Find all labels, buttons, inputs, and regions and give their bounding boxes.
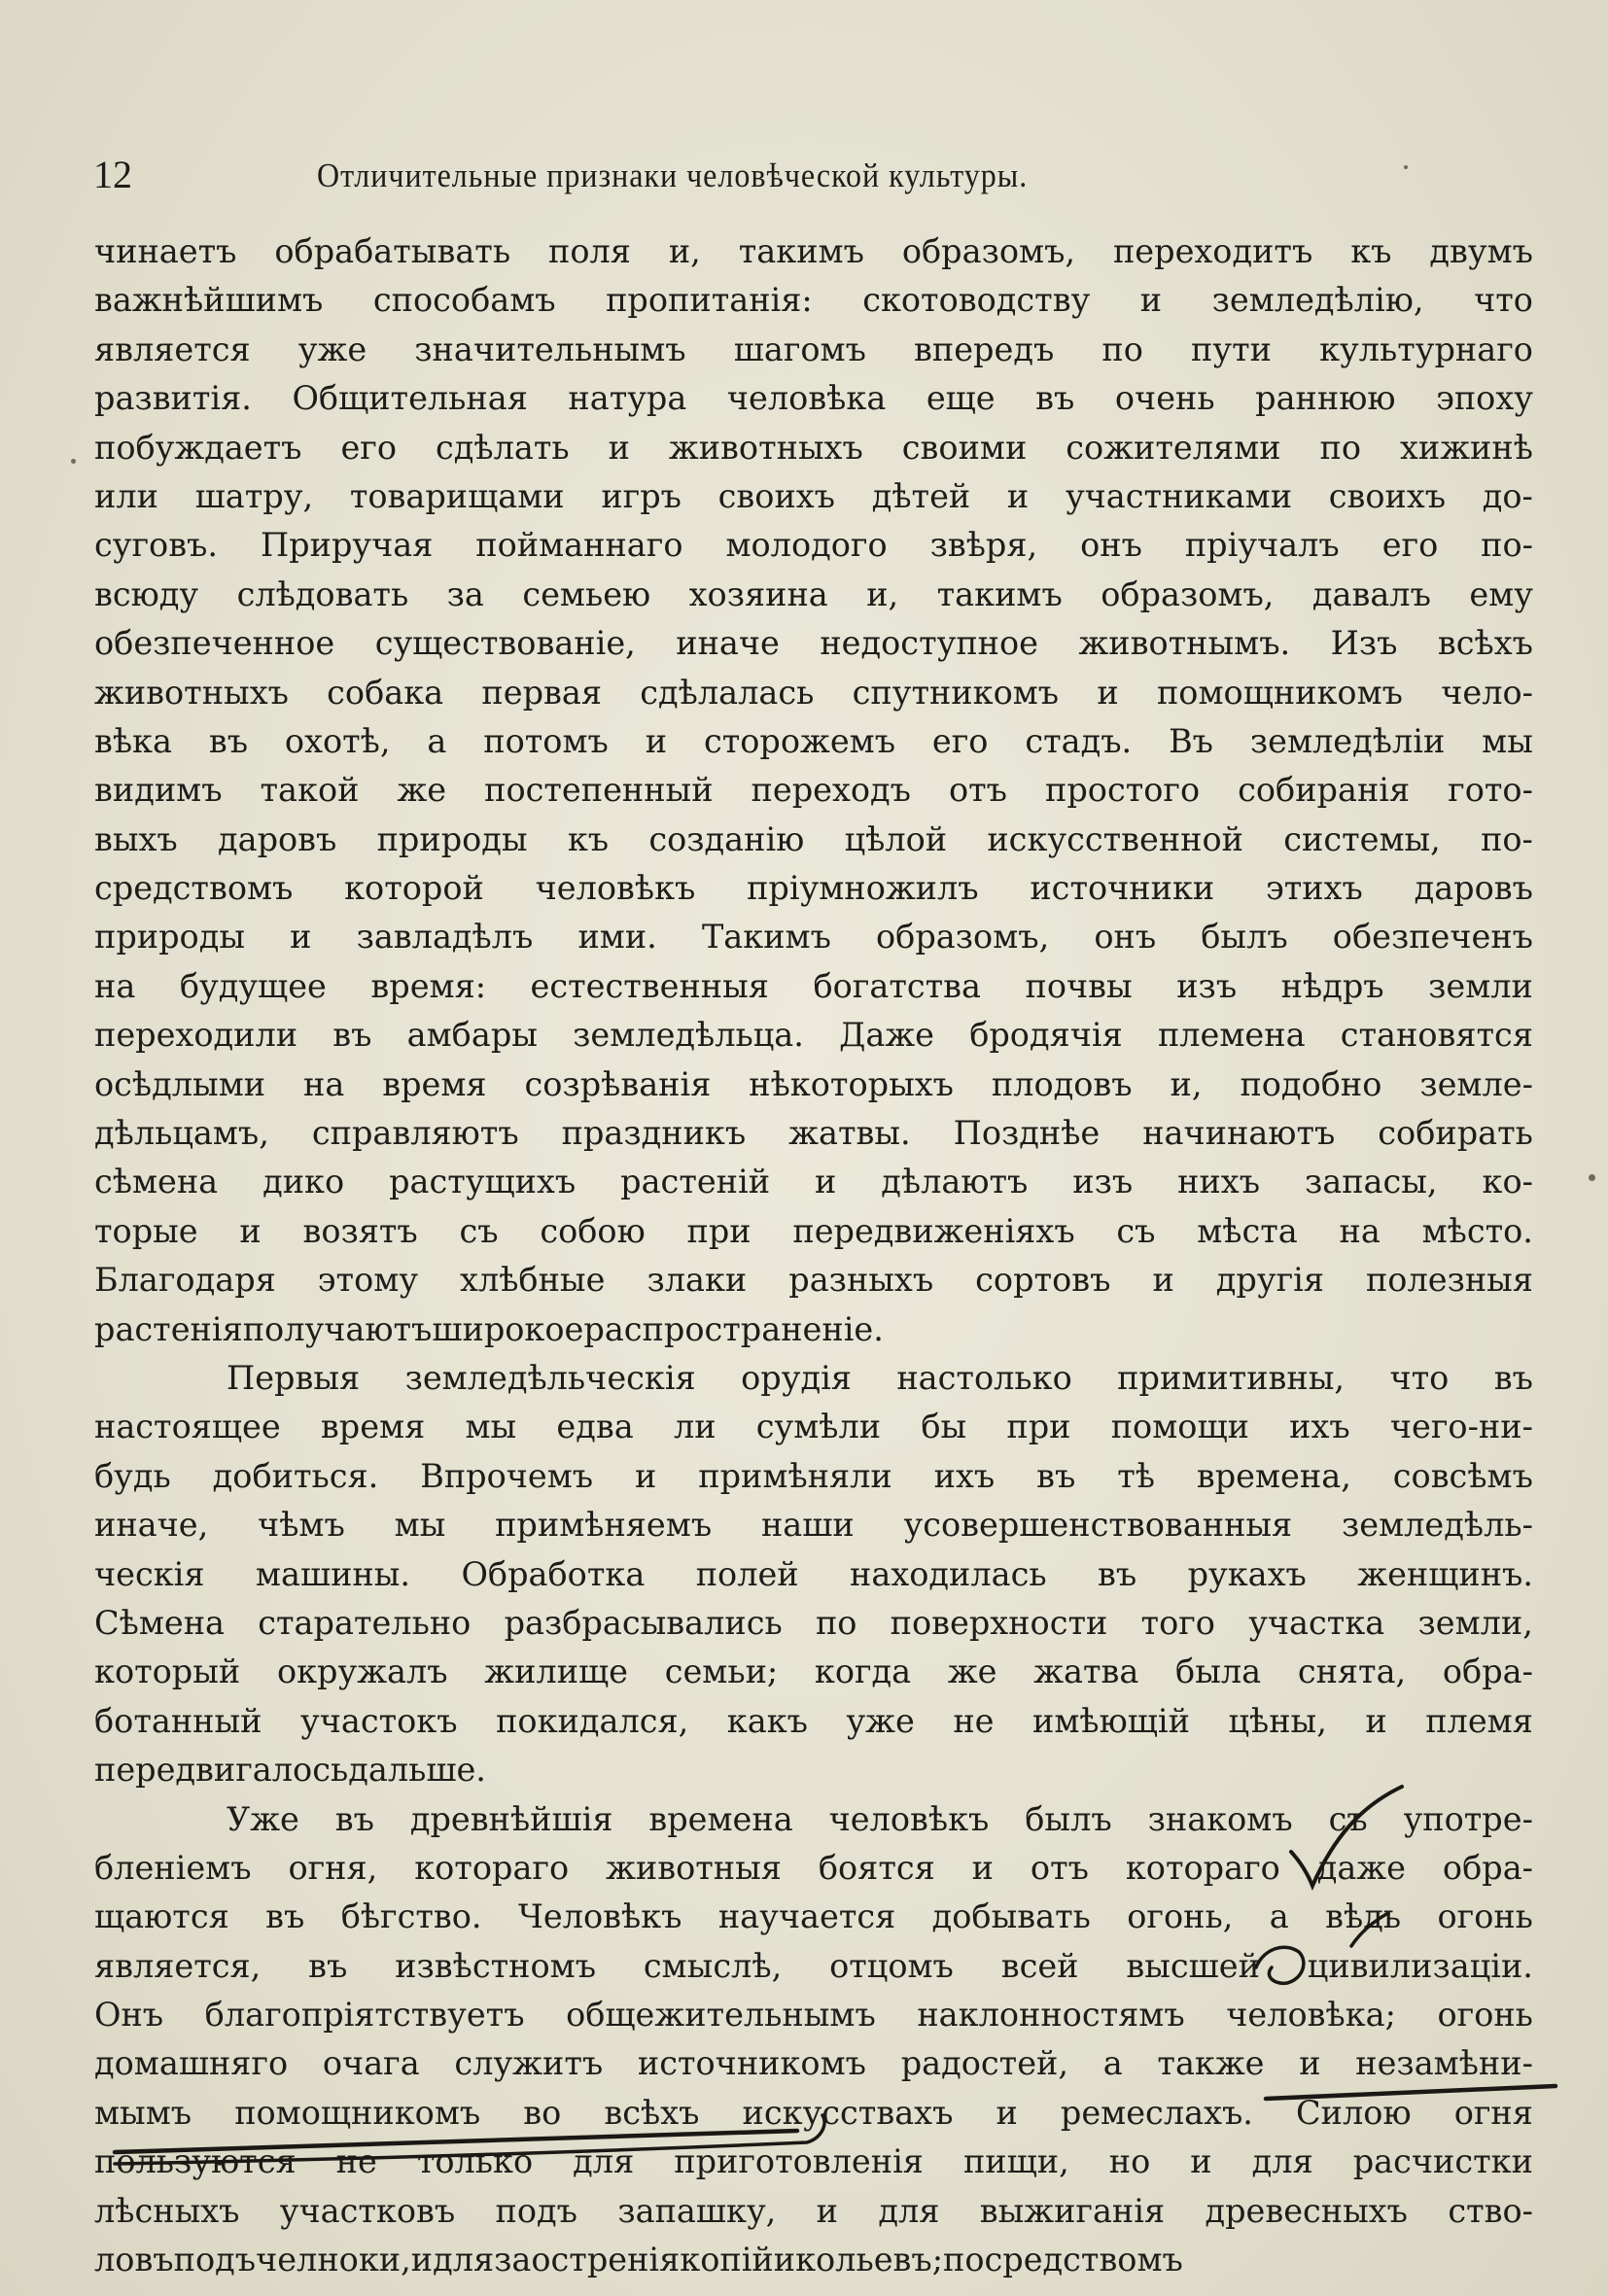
text-line: видимъ такой же постепенный переходъ отъ простого собиранія гото- — [94, 771, 1533, 810]
text-line: развитія. Общительная натура человѣка еще въ очень раннюю эпоху — [94, 379, 1533, 418]
text-line: чинаетъ обрабатывать поля и, такимъ образомъ, переходитъ къ двумъ — [94, 232, 1533, 270]
paper-speck — [1589, 1174, 1595, 1181]
text-line: Онъ благопріятствуетъ общежительнымъ наклонностямъ человѣка; огонь — [94, 1996, 1533, 2035]
text-line: торые и возятъ съ собою при передвиженіяхъ съ мѣста на мѣсто. — [94, 1211, 1533, 1250]
text-line: Благодаря этому хлѣбные злаки разныхъ сортовъ и другія полезныя — [94, 1261, 1533, 1300]
text-line: лѣсныхъ участковъ подъ запашку, и для выжиганія древесныхъ ство- — [94, 2191, 1533, 2230]
text-line: или шатру, товарищами игръ своихъ дѣтей и участниками своихъ до- — [94, 476, 1533, 515]
text-line: растенія получаютъ широкое распространеніе. — [94, 1309, 884, 1348]
text-line: вѣка въ охотѣ, а потомъ и сторожемъ его стадъ. Въ земледѣліи мы — [94, 721, 1533, 760]
paragraph — [94, 1354, 1533, 1795]
paragraph — [94, 227, 1533, 1354]
text-line: пользуются не только для приготовленія пищи, но и для расчистки — [94, 2142, 1533, 2181]
body-text — [94, 227, 1533, 2284]
text-line: щаются въ бѣгство. Человѣкъ научается добывать огонь, а вѣдь огонь — [94, 1897, 1533, 1936]
text-line: бленіемъ огня, котораго животныя боятся и отъ котораго даже обра- — [94, 1848, 1533, 1887]
text-line: является уже значительнымъ шагомъ впередъ по пути культурнаго — [94, 330, 1533, 368]
text-line: переходили въ амбары земледѣльца. Даже бродячія племена становятся — [94, 1016, 1533, 1055]
text-line: обезпеченное существованіе, иначе недоступное животнымъ. Изъ всѣхъ — [94, 624, 1533, 663]
running-head — [93, 146, 1515, 204]
text-line: передвигалось дальше. — [94, 1751, 486, 1790]
text-line: который окружалъ жилище семьи; когда же жатва была снята, обра- — [94, 1652, 1533, 1691]
text-line: животныхъ собака первая сдѣлалась спутникомъ и помощникомъ чело- — [94, 673, 1533, 712]
text-line: сѣмена дико растущихъ растеній и дѣлаютъ изъ нихъ запасы, ко- — [94, 1163, 1533, 1201]
page-number: 12 — [93, 153, 132, 196]
text-line: средствомъ которой человѣкъ пріумножилъ источники этихъ даровъ — [94, 869, 1533, 908]
text-line: выхъ даровъ природы къ созданію цѣлой искусственной системы, по- — [94, 819, 1533, 858]
text-line: природы и завладѣлъ ими. Такимъ образомъ, онъ былъ обезпеченъ — [94, 918, 1533, 957]
text-line: Первыя земледѣльческія орудія настолько примитивны, что въ — [227, 1358, 1533, 1397]
text-line: дѣльцамъ, справляютъ праздникъ жатвы. Позднѣе начинаютъ собирать — [94, 1114, 1533, 1153]
text-line: будь добиться. Впрочемъ и примѣняли ихъ въ тѣ времена, совсѣмъ — [94, 1456, 1533, 1495]
text-line: Уже въ древнѣйшія времена человѣкъ былъ знакомъ съ употре- — [227, 1799, 1533, 1838]
paragraph — [94, 1795, 1533, 2285]
paper-speck — [71, 459, 76, 464]
text-line: всюду слѣдовать за семьею хозяина и, такимъ образомъ, давалъ ему — [94, 574, 1533, 613]
text-line: домашняго очага служитъ источникомъ радостей, а также и незамѣни- — [94, 2044, 1533, 2083]
text-line: мымъ помощникомъ во всѣхъ искусствахъ и ремеслахъ. Силою огня — [94, 2093, 1533, 2132]
text-line: важнѣйшимъ способамъ пропитанія: скотоводству и земледѣлію, что — [94, 281, 1533, 320]
text-line: является, въ извѣстномъ смыслѣ, отцомъ всей высшей цивилизаціи. — [94, 1946, 1533, 1985]
text-line: суговъ. Приручая пойманнаго молодого звѣря, онъ пріучалъ его по- — [94, 526, 1533, 565]
text-line: побуждаетъ его сдѣлать и животныхъ своими сожителями по хижинѣ — [94, 428, 1533, 467]
running-title: Отличительные признаки человѣческой культуры. — [317, 156, 1029, 194]
text-line: ческія машины. Обработка полей находилась въ рукахъ женщинъ. — [94, 1554, 1533, 1593]
paper-speck — [1404, 165, 1408, 169]
text-line: иначе, чѣмъ мы примѣняемъ наши усовершенствованныя земледѣль- — [94, 1506, 1533, 1545]
text-line: на будущее время: естественныя богатства почвы изъ нѣдръ земли — [94, 966, 1533, 1005]
text-line: осѣдлыми на время созрѣванія нѣкоторыхъ плодовъ и, подобно земле- — [94, 1064, 1533, 1103]
text-line: ловъ подъ челноки, и для заостренія копій и кольевъ; посредствомъ — [94, 2241, 1183, 2279]
text-line: настоящее время мы едва ли сумѣли бы при помощи ихъ чего-ни- — [94, 1408, 1533, 1446]
text-line: ботанный участокъ покидался, какъ уже не имѣющій цѣны, и племя — [94, 1701, 1533, 1740]
text-line: Сѣмена старательно разбрасывались по поверхности того участка земли, — [94, 1603, 1533, 1642]
